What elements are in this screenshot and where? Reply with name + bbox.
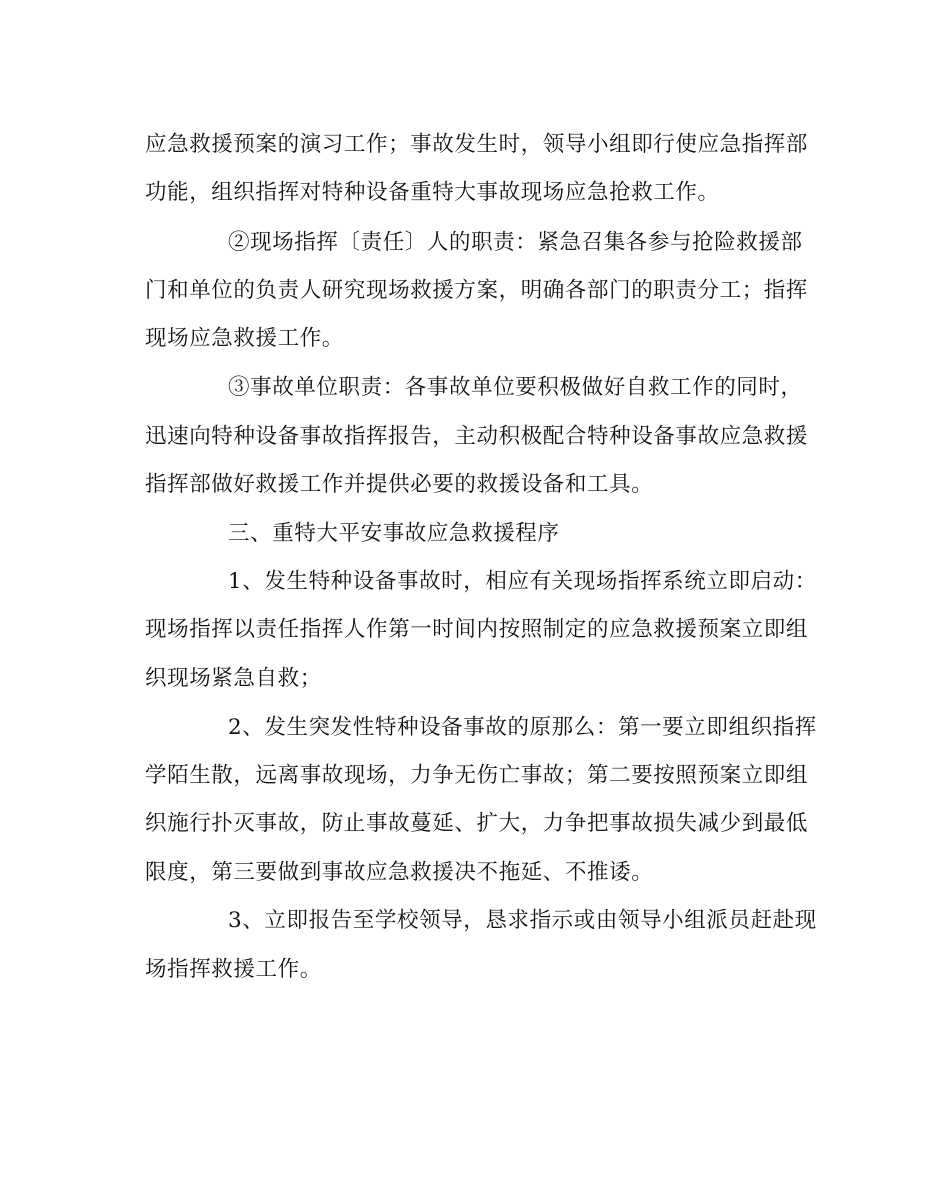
paragraph-first-line: 3、立即报告至学校领导，恳求指示或由领导小组派员赶赴现	[228, 908, 817, 933]
text-line: 指挥部做好救援工作并提供必要的救援设备和工具。	[145, 472, 654, 497]
section-heading: 三、重特大平安事故应急救援程序	[228, 521, 560, 546]
text-line: 门和单位的负责人研究现场救援方案，明确各部门的职责分工；指挥	[145, 278, 809, 303]
paragraph-first-line: 1、发生特种设备事故时，相应有关现场指挥系统立即启动：	[228, 569, 817, 594]
text-line: 学陌生散，远离事故现场，力争无伤亡事故；第二要按照预案立即组	[145, 763, 809, 788]
text-line: 限度，第三要做到事故应急救援决不拖延、不推诿。	[145, 860, 654, 885]
text-line: 功能，组织指挥对特种设备重特大事故现场应急抢救工作。	[145, 180, 720, 205]
paragraph-first-line: ②现场指挥〔责任〕人的职责：紧急召集各参与抢险救援部	[228, 230, 803, 255]
text-line: 现场应急救援工作。	[145, 326, 344, 351]
text-line: 场指挥救援工作。	[145, 957, 322, 982]
text-line: 织现场紧急自救；	[145, 666, 322, 691]
text-line: 现场指挥以责任指挥人作第一时间内按照制定的应急救援预案立即组	[145, 617, 809, 642]
text-line: 应急救援预案的演习工作；事故发生时，领导小组即行使应急指挥部	[145, 132, 809, 157]
text-line: 迅速向特种设备事故指挥报告，主动积极配合特种设备事故应急救援	[145, 424, 809, 449]
text-line: 织施行扑灭事故，防止事故蔓延、扩大，力争把事故损失减少到最低	[145, 811, 809, 836]
paragraph-first-line: ③事故单位职责：各事故单位要积极做好自救工作的同时，	[228, 375, 803, 400]
paragraph-first-line: 2、发生突发性特种设备事故的原那么：第一要立即组织指挥	[228, 715, 817, 740]
